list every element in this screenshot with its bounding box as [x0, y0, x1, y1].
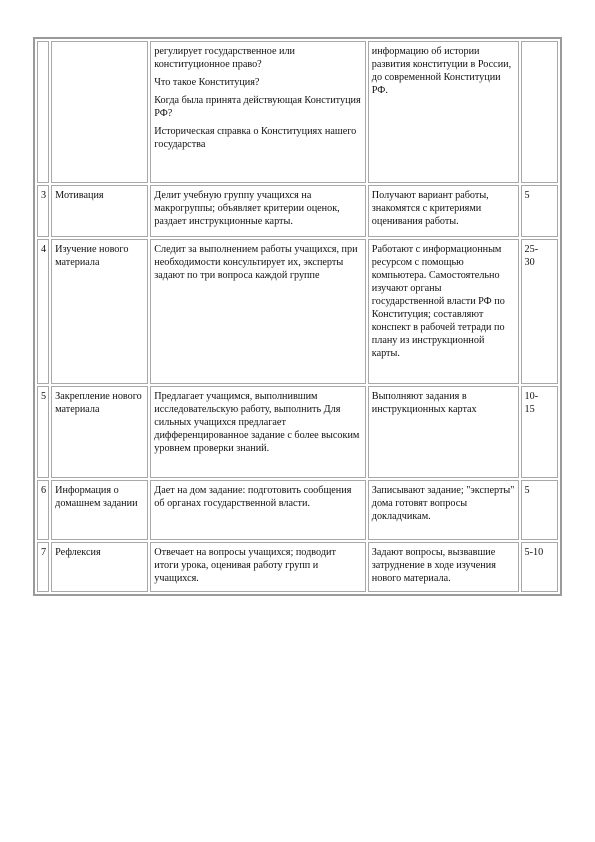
cell-students: Выполняют задания в инструкционных картах	[368, 386, 519, 478]
cell-stage: Рефлексия	[51, 542, 148, 592]
cell-time: 5	[521, 480, 558, 540]
teacher-paragraph: Что такое Конституция?	[154, 77, 260, 88]
cell-teacher: Делит учебную группу учащихся на макрогруппы; объявляет критерии оценок, раздает инструкционные карты.	[150, 185, 366, 237]
teacher-paragraph: Когда была принята действующая Конституция РФ?	[154, 95, 361, 119]
cell-stage: Информация о домашнем задании	[51, 480, 148, 540]
cell-stage: Закрепление нового материала	[51, 386, 148, 478]
cell-teacher: Отвечает на вопросы учащихся; подводит итоги урока, оценивая работу групп и учащихся.	[150, 542, 366, 592]
table-row-continuation	[37, 41, 558, 183]
cell-num	[37, 41, 49, 183]
cell-num: 3	[37, 185, 49, 237]
cell-stage	[51, 41, 148, 183]
cell-students: Получают вариант работы, знакомятся с критериями оценивания работы.	[368, 185, 519, 237]
cell-stage: Мотивация	[51, 185, 148, 237]
cell-time: 10- 15	[521, 386, 558, 478]
cell-time: 5-10	[521, 542, 558, 592]
table-row	[37, 185, 558, 237]
cell-students: информацию об истории развития конституции в России, до современной Конституции РФ.	[368, 41, 519, 183]
cell-num: 4	[37, 239, 49, 384]
table-row	[37, 386, 558, 478]
lesson-plan-table	[33, 37, 562, 596]
cell-num: 7	[37, 542, 49, 592]
cell-time	[521, 41, 558, 183]
table-row	[37, 542, 558, 592]
cell-num: 5	[37, 386, 49, 478]
cell-students: Работают с информационным ресурсом с помощью компьютера. Самостоятельно изучают органы государственной власти РФ по Конституция; составляют конспект в рабочей тетради по плану из инструкционной карты.	[368, 239, 519, 384]
table-row	[37, 480, 558, 540]
cell-teacher: Следит за выполнением работы учащихся, при необходимости консультирует их, эксперты задают по три вопроса каждой группе	[150, 239, 366, 384]
cell-time: 25- 30	[521, 239, 558, 384]
table-row	[37, 239, 558, 384]
cell-teacher: Дает на дом задание: подготовить сообщения об органах государственной власти.	[150, 480, 366, 540]
cell-students: Задают вопросы, вызвавшие затруднение в ходе изучения нового материала.	[368, 542, 519, 592]
cell-teacher	[150, 41, 366, 183]
cell-time: 5	[521, 185, 558, 237]
cell-stage: Изучение нового материала	[51, 239, 148, 384]
cell-num: 6	[37, 480, 49, 540]
teacher-paragraph: Историческая справка о Конституциях нашего государства	[154, 126, 357, 150]
teacher-paragraph: регулирует государственное или конституционное право?	[154, 46, 296, 70]
cell-teacher: Предлагает учащимся, выполнившим исследовательскую работу, выполнить Для сильных учащихся предлагает дифференцированное задание с более высоким уровнем проверки знаний.	[150, 386, 366, 478]
cell-students: Записывают задание; "эксперты" дома готовят вопросы докладчикам.	[368, 480, 519, 540]
